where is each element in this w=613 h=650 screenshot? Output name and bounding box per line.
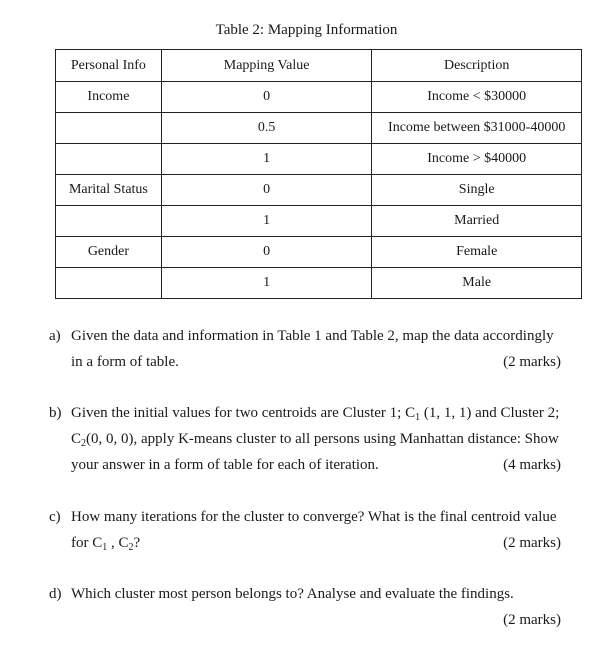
cell-mapping-value: 0.5 [161, 113, 372, 144]
question-text-line: for $C_1$ , $C_2$? [71, 535, 141, 553]
cell-description: Income > $40000 [372, 144, 582, 175]
cell-mapping-value: 1 [161, 144, 372, 175]
table-caption: Table 2: Mapping Information [215, 22, 398, 38]
cell-personal-info [56, 113, 162, 144]
header-mapping-value: Mapping Value [161, 50, 372, 82]
question-label: b) [49, 405, 62, 421]
table-header-row [56, 50, 582, 82]
question-label: d) [49, 586, 62, 602]
marks-label: (2 marks) [503, 535, 561, 551]
question-text-line: your answer in a form of table for each of iteration. [71, 457, 379, 473]
cell-personal-info: Marital Status [56, 175, 162, 206]
cell-mapping-value: 1 [161, 206, 372, 237]
mapping-table [55, 49, 582, 299]
table-row [56, 268, 582, 299]
question-text-line: Given the initial values for two centroids are Cluster 1; $C_1$ (1, 1, 1) and Cluster 2; [71, 405, 560, 423]
question-text-line: in a form of table. [71, 354, 179, 370]
header-personal-info: Personal Info [56, 50, 162, 82]
header-description: Description [372, 50, 582, 82]
marks-label: (4 marks) [503, 457, 561, 473]
question-b [49, 400, 561, 478]
table-row [56, 175, 582, 206]
marks-label: (2 marks) [503, 612, 561, 628]
cell-description: Male [372, 268, 582, 299]
question-a [49, 323, 561, 375]
question-text-line: Given the data and information in Table 1 and Table 2, map the data accordingly [71, 328, 554, 344]
question-text-line: How many iterations for the cluster to converge? What is the final centroid value [71, 509, 557, 525]
table-row [56, 144, 582, 175]
question-text-line: $C_2(0$, 0, 0), apply K-means cluster to all persons using Manhattan distance: Show [71, 431, 559, 449]
cell-mapping-value: 0 [161, 175, 372, 206]
cell-description: Income between $31000-40000 [372, 113, 582, 144]
cell-mapping-value: 1 [161, 268, 372, 299]
marks-label: (2 marks) [503, 354, 561, 370]
cell-description: Income < $30000 [372, 82, 582, 113]
question-c [49, 504, 561, 556]
table-row [56, 237, 582, 268]
table-row [56, 82, 582, 113]
question-label: a) [49, 328, 61, 344]
cell-personal-info [56, 268, 162, 299]
cell-description: Married [372, 206, 582, 237]
cell-personal-info: Income [56, 82, 162, 113]
cell-description: Single [372, 175, 582, 206]
table-row [56, 113, 582, 144]
question-d [49, 581, 561, 633]
cell-personal-info [56, 144, 162, 175]
table-row [56, 206, 582, 237]
cell-description: Female [372, 237, 582, 268]
cell-mapping-value: 0 [161, 82, 372, 113]
question-text-line: Which cluster most person belongs to? Analyse and evaluate the findings. [71, 586, 514, 602]
cell-mapping-value: 0 [161, 237, 372, 268]
cell-personal-info: Gender [56, 237, 162, 268]
cell-personal-info [56, 206, 162, 237]
question-label: c) [49, 509, 61, 525]
